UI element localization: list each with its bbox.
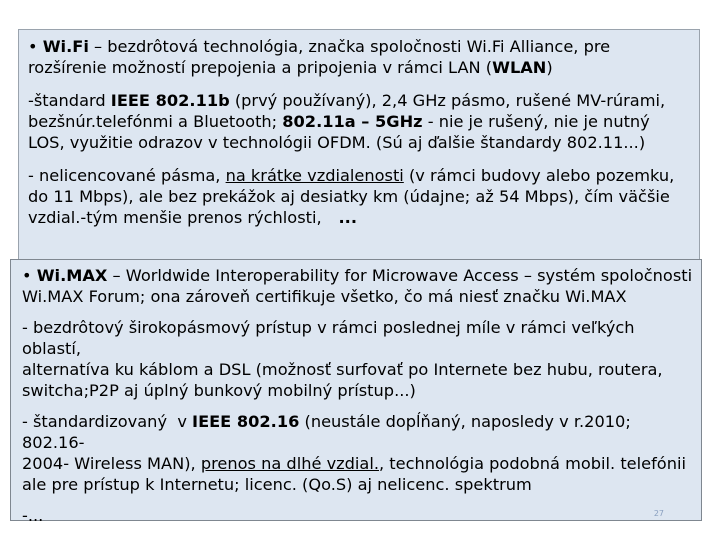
dash: – (88, 37, 108, 56)
wifi-definition (28, 36, 691, 78)
underlined-text: na krátke vzdialenosti (225, 166, 404, 185)
term-wifi: Wi.Fi (42, 37, 89, 56)
term-80211a: 802.11a – 5GHz (282, 112, 423, 131)
text: alternatíva ku káblom a DSL (možnosť surfovať po Internete bez hubu, routera, (22, 360, 663, 379)
text: switcha;P2P aj úplný bunkový mobilný prístup...) (22, 381, 416, 400)
text: - štandardizovaný v (22, 412, 193, 431)
wifi-range (28, 165, 691, 228)
text: LOS, využitie odrazov v technológii OFDM. (Sú aj ďalšie štandardy 802.11...) (28, 133, 646, 152)
term-wlan: WLAN (492, 58, 547, 77)
text: (prvý používaný), 2,4 GHz pásmo, rušené MV-rúrami, (229, 91, 666, 110)
text: Wi.MAX Forum; ona zároveň certifikuje všetko, čo má niesť značku Wi.MAX (22, 287, 627, 306)
term-wimax: Wi.MAX (36, 266, 108, 285)
text: do 11 Mbps), ale bez prekážok aj desiatky km (údajne; až 54 Mbps), čím väčšie (28, 187, 670, 206)
term-80211b: IEEE 802.11b (110, 91, 230, 110)
text: - nelicencované pásma, (28, 166, 226, 185)
text: ) (546, 58, 553, 77)
text: – Worldwide Interoperability for Microwave Access – systém spoločnosti (107, 266, 693, 285)
text: ale pre prístup k Internetu; licenc. (Qo.S) aj nelicenc. spektrum (22, 475, 532, 494)
text: bezdrôtová technológia, značka spoločnosti Wi.Fi Alliance, pre (107, 37, 611, 56)
bullet: • (28, 37, 43, 56)
text: - bezdrôtový širokopásmový prístup v rámci poslednej míle v rámci veľkých oblastí, (22, 318, 635, 358)
ellipsis: ... (321, 208, 357, 227)
text: (v rámci budovy alebo pozemku, (403, 166, 675, 185)
term-80216: IEEE 802.16 (192, 412, 300, 431)
text: bezšnúr.telefónmi a Bluetooth; (28, 112, 283, 131)
wifi-section (18, 29, 700, 261)
wimax-definition (22, 265, 693, 307)
underlined-text: prenos na dlhé vzdial. (200, 454, 379, 473)
wimax-access (22, 317, 693, 401)
page-number: 27 (653, 509, 664, 518)
wimax-section (10, 259, 702, 525)
text: - nie je rušený, nie je nutný (422, 112, 650, 131)
wifi-standards (28, 90, 691, 153)
wimax-more: -... (22, 506, 44, 525)
text: (neustále dopĺňaný, naposledy v r.2010; 802.16- (22, 412, 631, 452)
wimax-standard (22, 411, 693, 495)
text: rozšírenie možností prepojenia a pripojenia v rámci LAN ( (28, 58, 493, 77)
bullet: • (22, 266, 37, 285)
text: -štandard (28, 91, 111, 110)
text: 2004- Wireless MAN), (22, 454, 201, 473)
text: vzdial.-tým menšie prenos rýchlosti, (28, 208, 322, 227)
text: , technológia podobná mobil. telefónii (378, 454, 686, 473)
